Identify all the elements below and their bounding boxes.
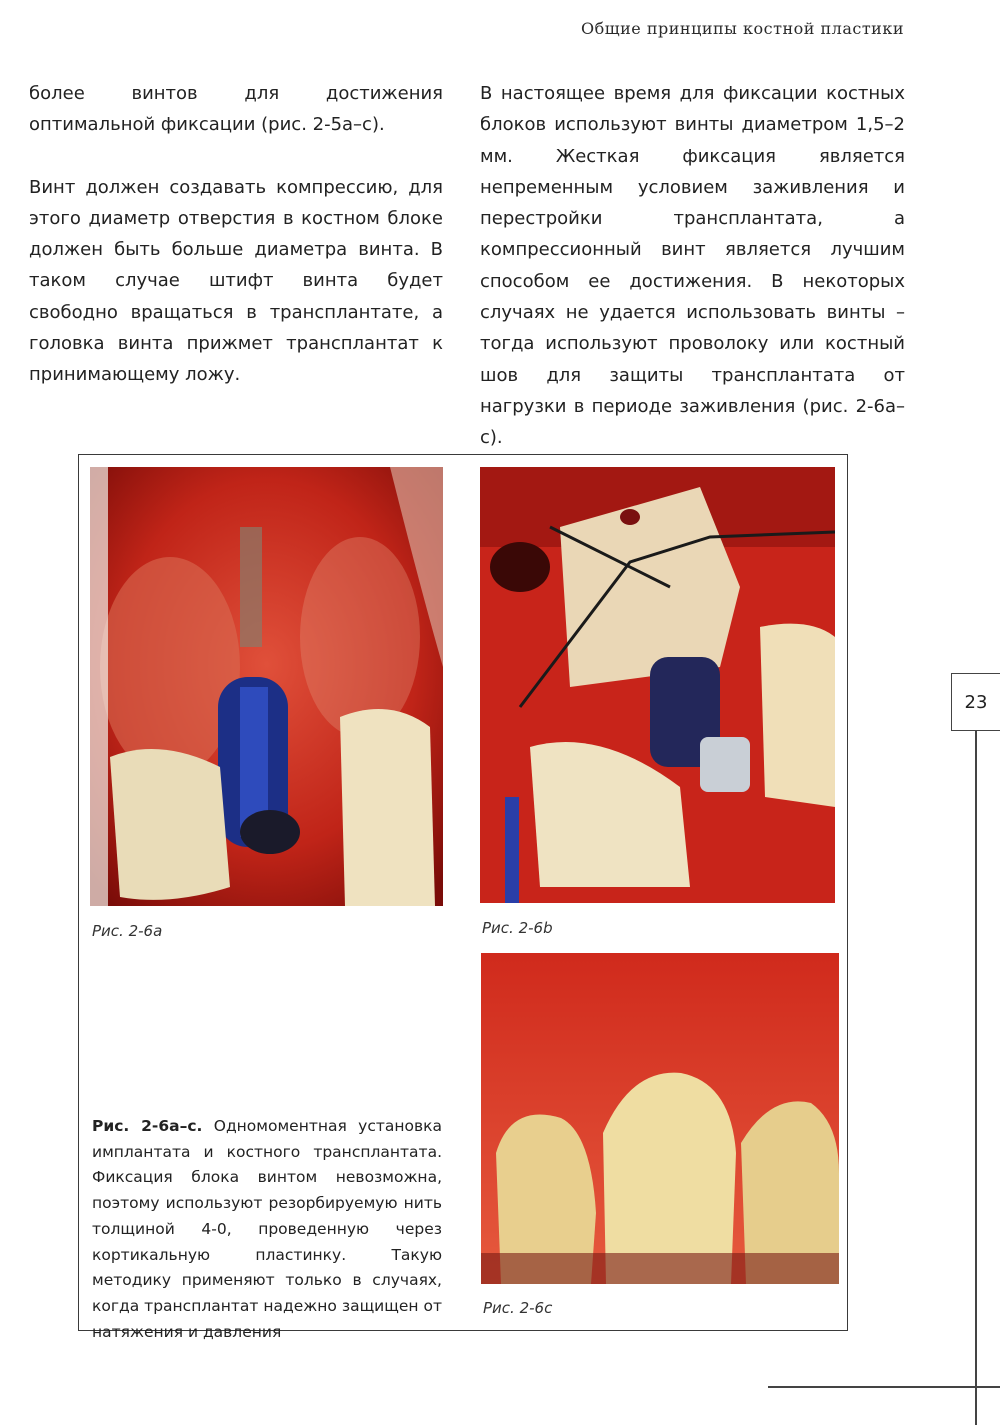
text-column-right xyxy=(480,78,905,454)
margin-rule xyxy=(975,731,977,1425)
paragraph: В настоящее время для фиксации костных блоков используют винты диаметром 1,5–2 мм. Жесткая фиксация является непременным условием заживления и перестройки трансплантата, а компрессионный винт является лучшим способом ее достижения. В некоторых случаях не удается использовать винты – тогда используют проволоку или костный шов для защиты трансплантата от нагрузки в периоде заживления (рис. 2-6a–c). xyxy=(480,83,905,449)
figure-label-a: Рис. 2-6a xyxy=(92,922,163,940)
figure-photo-b xyxy=(480,467,835,903)
paragraph: более винтов для достижения оптимальной фиксации (рис. 2-5a–c). xyxy=(29,83,443,136)
figure-label-c: Рис. 2-6c xyxy=(483,1299,553,1317)
text-column-left xyxy=(29,78,443,391)
running-title: Общие принципы костной пластики xyxy=(580,19,904,38)
figure-photo-a xyxy=(90,467,443,906)
caption-text: Одномоментная установка имплантата и костного трансплантата. Фиксация блока винтом невозможна, поэтому используют резорбируемую нить толщиной 4-0, проведенную через кортикальную пластинку. Такую методику применяют только в случаях, когда трансплантат надежно защищен от натяжения и давления xyxy=(92,1117,442,1341)
caption-lead: Рис. 2-6a–c. xyxy=(92,1117,203,1135)
figure-caption xyxy=(92,1114,442,1345)
footer-rule xyxy=(768,1386,1000,1388)
paragraph: Винт должен создавать компрессию, для этого диаметр отверстия в костном блоке должен быть больше диаметра винта. В таком случае штифт винта будет свободно вращаться в трансплантате, а головка винта прижмет трансплантат к принимающему ложу. xyxy=(29,176,443,386)
figure-label-b: Рис. 2-6b xyxy=(482,919,553,937)
figure-photo-c xyxy=(481,953,839,1284)
page-number: 23 xyxy=(951,673,1000,731)
